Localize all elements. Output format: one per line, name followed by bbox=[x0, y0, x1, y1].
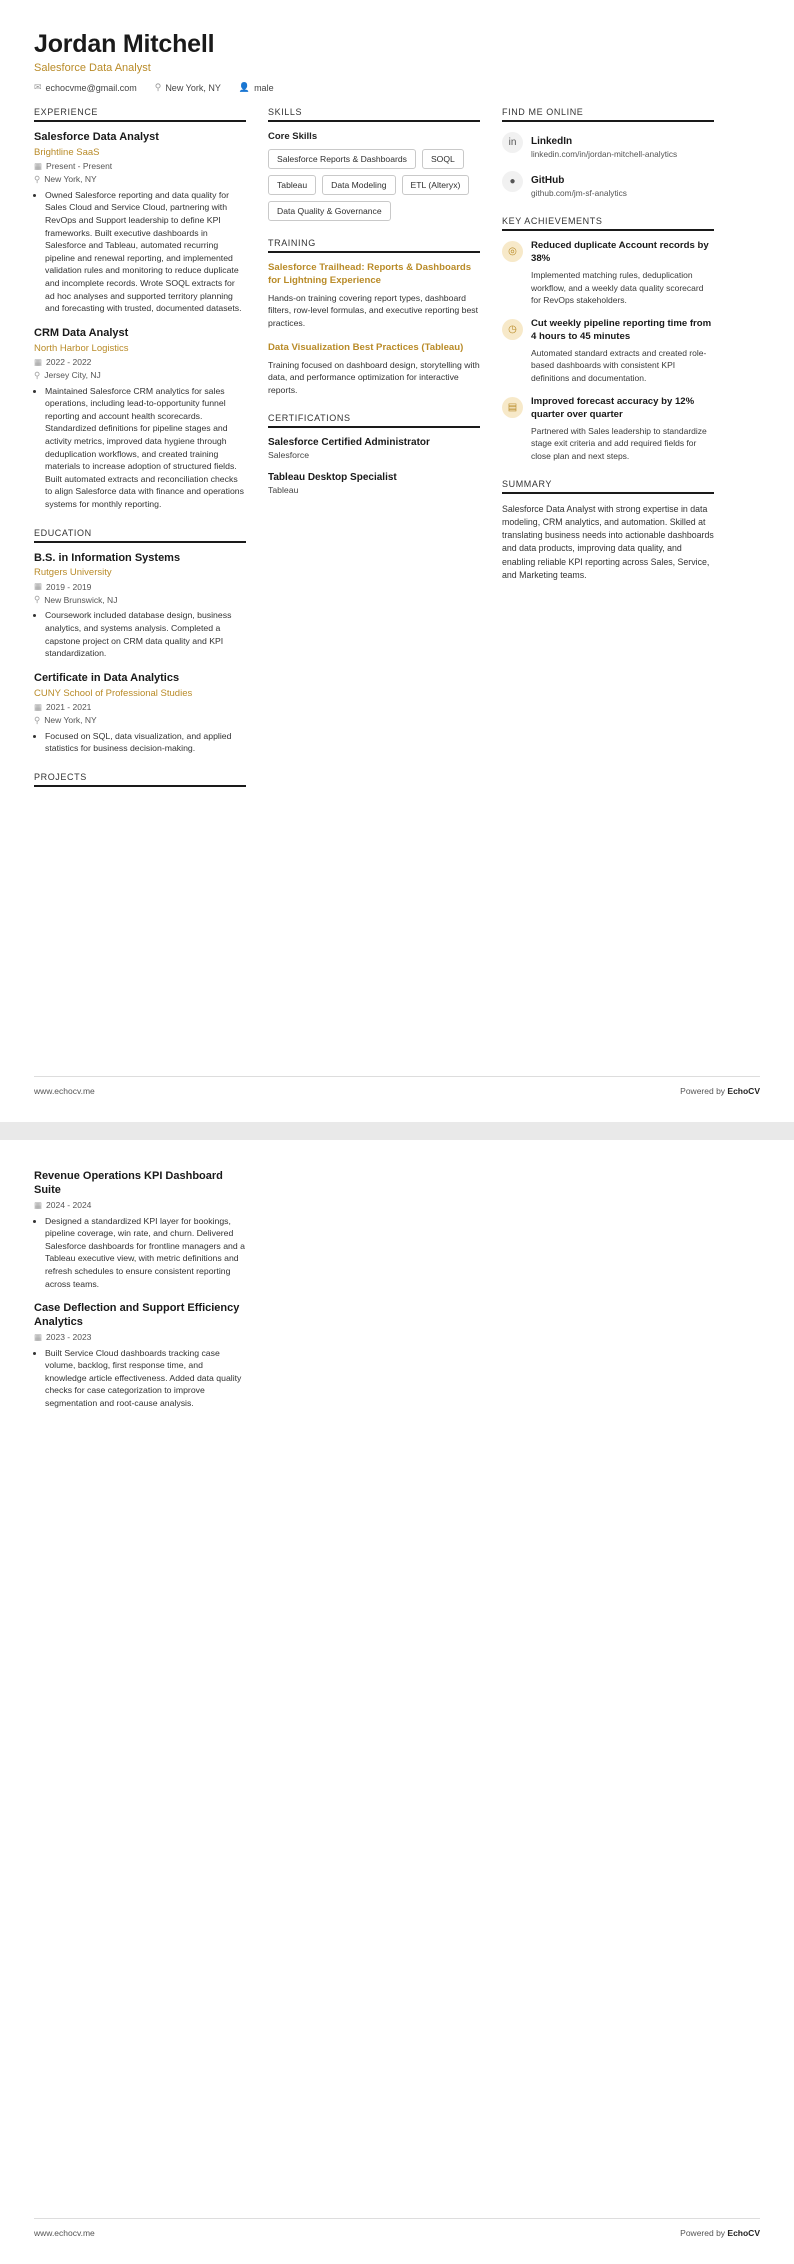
online-profile-name: LinkedIn bbox=[531, 136, 573, 147]
section-experience bbox=[34, 107, 246, 511]
target-icon: ◎ bbox=[502, 241, 523, 262]
section-certifications bbox=[268, 413, 480, 495]
education-location bbox=[34, 594, 246, 605]
education-location bbox=[34, 715, 246, 726]
achievement-description: Automated standard extracts and created role-based dashboards with consistent KPI definitions and documentation. bbox=[531, 348, 707, 383]
experience-title: CRM Data Analyst bbox=[34, 326, 129, 339]
education-dates bbox=[34, 581, 246, 592]
footer-site[interactable]: www.echocv.me bbox=[34, 1086, 95, 1096]
project-entry bbox=[34, 1170, 246, 1290]
footer-powered-prefix: Powered by bbox=[680, 1086, 728, 1096]
training-title: Data Visualization Best Practices (Tableau) bbox=[268, 341, 464, 353]
education-org: Rutgers University bbox=[34, 567, 112, 579]
project-bullets bbox=[34, 1215, 246, 1291]
location-pin-icon: ⚲ bbox=[34, 714, 41, 725]
project-title: Revenue Operations KPI Dashboard Suite bbox=[34, 1170, 223, 1196]
list-item: • Focused on SQL, data visualization, and applied statistics for business decision-making. bbox=[45, 730, 246, 755]
achievement-title: Cut weekly pipeline reporting time from 4 hours to 45 minutes bbox=[531, 318, 712, 343]
certification-issuer: Salesforce bbox=[268, 450, 310, 461]
achievement-item bbox=[502, 318, 714, 384]
skill-chip: Salesforce Reports & Dashboards bbox=[268, 149, 416, 169]
section-title-skills: SKILLS bbox=[268, 107, 480, 122]
education-dates-text: 2019 - 2019 bbox=[46, 581, 92, 592]
training-entry bbox=[268, 342, 480, 397]
list-item: • Coursework included database design, business analytics, and systems analysis. Completed a capstone project on CRM data quality and KPI standardization. bbox=[45, 609, 246, 659]
section-title-find-me-online: FIND ME ONLINE bbox=[502, 107, 714, 122]
section-key-achievements bbox=[502, 216, 714, 461]
project-dates bbox=[34, 1200, 246, 1211]
contact-location bbox=[155, 82, 221, 93]
footer-brand bbox=[680, 1086, 760, 1096]
chart-icon: ▤ bbox=[502, 397, 523, 418]
project-dates bbox=[34, 1332, 246, 1343]
location-pin-icon: ⚲ bbox=[34, 173, 41, 184]
section-education bbox=[34, 528, 246, 755]
online-profile-url[interactable]: github.com/jm-sf-analytics bbox=[531, 188, 627, 199]
footer-powered-prefix: Powered by bbox=[680, 2228, 728, 2238]
resume-columns bbox=[34, 107, 760, 796]
middle-column bbox=[268, 107, 480, 495]
experience-dates-text: Present - Present bbox=[46, 161, 113, 172]
training-title: Salesforce Trailhead: Reports & Dashboards for Lightning Experience bbox=[268, 262, 472, 286]
skill-chip: Tableau bbox=[268, 175, 316, 195]
achievement-description: Implemented matching rules, deduplication workflow, and a weekly data quality scorecard for RevOps stakeholders. bbox=[531, 270, 704, 305]
education-bullets bbox=[34, 609, 246, 659]
education-entry bbox=[34, 552, 246, 660]
location-pin-icon: ⚲ bbox=[34, 594, 41, 605]
section-title-projects: PROJECTS bbox=[34, 772, 246, 787]
candidate-headline: Salesforce Data Analyst bbox=[34, 62, 151, 74]
certification-name: Salesforce Certified Administrator bbox=[268, 437, 430, 449]
section-find-me-online bbox=[502, 107, 714, 199]
contact-gender bbox=[239, 82, 274, 93]
experience-title: Salesforce Data Analyst bbox=[34, 131, 159, 143]
experience-dates-text: 2022 - 2022 bbox=[46, 357, 92, 368]
skill-chip: Data Modeling bbox=[322, 175, 395, 195]
skill-chip: ETL (Alteryx) bbox=[402, 175, 470, 195]
resume-page-2 bbox=[0, 1140, 794, 2264]
summary-text: Salesforce Data Analyst with strong expertise in data modeling, CRM analytics, and automation. Skilled at translating business needs into actionable dashboards and data products, improving data quality, and enabling reliable KPI reporting across Sales, Service, and Marketing teams. bbox=[502, 503, 714, 580]
page-separator bbox=[0, 1122, 794, 1140]
achievement-title: Improved forecast accuracy by 12% quarter over quarter bbox=[531, 396, 695, 420]
project-bullets bbox=[34, 1347, 246, 1410]
clock-icon: ◷ bbox=[502, 319, 523, 340]
section-summary bbox=[502, 479, 714, 582]
github-icon: ● bbox=[502, 171, 523, 192]
experience-dates bbox=[34, 357, 246, 368]
training-description: Hands-on training covering report types, dashboard filters, row-level formulas, and executive reporting best practices. bbox=[268, 292, 479, 329]
experience-location bbox=[34, 370, 246, 381]
contact-gender-text: male bbox=[254, 82, 274, 93]
certification-entry bbox=[268, 472, 480, 495]
training-entry bbox=[268, 262, 480, 330]
footer-brand bbox=[680, 2228, 760, 2238]
section-title-key-achievements: KEY ACHIEVEMENTS bbox=[502, 216, 714, 231]
list-item: • Built Service Cloud dashboards tracking case volume, backlog, first response time, and knowledge article effectiveness. Added data quality checks for case categorization to improve segmentation and root-cause analysis. bbox=[45, 1347, 246, 1410]
footer-site[interactable]: www.echocv.me bbox=[34, 2228, 95, 2238]
training-description: Training focused on dashboard design, storytelling with data, and performance optimization for interactive reports. bbox=[268, 359, 480, 395]
certification-issuer: Tableau bbox=[268, 485, 299, 496]
section-title-experience: EXPERIENCE bbox=[34, 107, 246, 122]
section-title-training: TRAINING bbox=[268, 238, 480, 253]
achievement-item bbox=[502, 396, 714, 462]
skill-chip: SOQL bbox=[422, 149, 464, 169]
left-column-page2 bbox=[34, 1170, 246, 1412]
contact-email-text: echocvme@gmail.com bbox=[45, 82, 137, 93]
online-profile-name: GitHub bbox=[531, 175, 565, 187]
calendar-icon: ▦ bbox=[34, 356, 43, 367]
project-dates-text: 2023 - 2023 bbox=[46, 1332, 92, 1343]
experience-org: Brightline SaaS bbox=[34, 146, 100, 158]
education-title: Certificate in Data Analytics bbox=[34, 671, 180, 684]
experience-bullets bbox=[34, 189, 246, 315]
envelope-icon: ✉ bbox=[34, 82, 42, 92]
experience-org: North Harbor Logistics bbox=[34, 342, 129, 354]
education-title: B.S. in Information Systems bbox=[34, 551, 181, 564]
education-dates bbox=[34, 702, 246, 713]
section-training bbox=[268, 238, 480, 396]
project-entry bbox=[34, 1302, 246, 1410]
contact-location-text: New York, NY bbox=[165, 82, 221, 93]
calendar-icon: ▦ bbox=[34, 701, 43, 712]
experience-bullets bbox=[34, 385, 246, 511]
person-icon: 👤 bbox=[238, 82, 251, 92]
page-footer bbox=[34, 2218, 760, 2238]
education-location-text: New York, NY bbox=[44, 715, 97, 726]
education-bullets bbox=[34, 730, 246, 755]
achievement-description: Partnered with Sales leadership to standardize stage exit criteria and add required fields for close plan and next steps. bbox=[531, 425, 707, 461]
achievement-item bbox=[502, 240, 714, 306]
experience-location bbox=[34, 174, 246, 185]
list-item: • Owned Salesforce reporting and data quality for Sales Cloud and Service Cloud, partnering with RevOps and Support leadership to define KPI frameworks. Built executive dashboards in Salesforce and Tableau, automated recurring pipeline and renewal reporting, and implemented validation rules and monitoring to reduce duplicate and incomplete records. Wrote SOQL extracts for ad hoc analyses and supported territory planning and forecasting with trusted, documented datasets. bbox=[45, 189, 246, 315]
skills-subtitle: Core Skills bbox=[268, 131, 318, 142]
experience-location-text: New York, NY bbox=[44, 174, 97, 185]
linkedin-icon: in bbox=[502, 132, 523, 153]
calendar-icon: ▦ bbox=[34, 1199, 43, 1210]
footer-powered-brand: EchoCV bbox=[727, 2228, 760, 2238]
right-column bbox=[502, 107, 714, 582]
resume-header bbox=[34, 30, 760, 93]
contact-row bbox=[34, 82, 760, 93]
certification-entry bbox=[268, 437, 480, 460]
experience-dates bbox=[34, 161, 246, 172]
candidate-name: Jordan Mitchell bbox=[34, 30, 215, 58]
experience-entry bbox=[34, 327, 246, 511]
education-org: CUNY School of Professional Studies bbox=[34, 687, 193, 699]
project-dates-text: 2024 - 2024 bbox=[46, 1200, 92, 1210]
section-skills bbox=[268, 107, 480, 221]
project-title: Case Deflection and Support Efficiency Analytics bbox=[34, 1302, 240, 1328]
list-item: • Maintained Salesforce CRM analytics for sales operations, including lead-to-opportunity funnel reporting and account health scorecards. Standardized definitions for pipeline stages and activity metrics, improved data hygiene through deduplication workflows, and created training materials to increase adoption of structured fields. Built automated extracts and reconciliation checks to align Salesforce data with finance and operations systems for monthly reporting. bbox=[45, 385, 246, 511]
experience-entry bbox=[34, 131, 246, 315]
list-item: • Designed a standardized KPI layer for bookings, pipeline coverage, win rate, and churn. Delivered Salesforce dashboards for frontline managers and a Tableau executive view, with metric definitions and refresh schedules to ensure consistent reporting across teams. bbox=[45, 1215, 246, 1291]
education-location-text: New Brunswick, NJ bbox=[44, 594, 118, 605]
online-profile-github[interactable] bbox=[502, 170, 714, 199]
left-column bbox=[34, 107, 246, 796]
skill-chip: Data Quality & Governance bbox=[268, 201, 391, 221]
achievement-title: Reduced duplicate Account records by 38% bbox=[531, 240, 709, 265]
skills-chip-list bbox=[268, 149, 480, 221]
certification-name: Tableau Desktop Specialist bbox=[268, 472, 397, 484]
location-pin-icon: ⚲ bbox=[34, 369, 41, 380]
section-projects bbox=[34, 772, 246, 787]
section-title-education: EDUCATION bbox=[34, 528, 246, 543]
contact-email bbox=[34, 82, 137, 93]
calendar-icon: ▦ bbox=[34, 581, 43, 592]
resume-page-1 bbox=[0, 0, 794, 1122]
education-dates-text: 2021 - 2021 bbox=[46, 702, 92, 713]
calendar-icon: ▦ bbox=[34, 1331, 43, 1342]
online-profile-linkedin[interactable] bbox=[502, 131, 714, 160]
resume-columns-page2 bbox=[34, 1170, 760, 1412]
calendar-icon: ▦ bbox=[34, 160, 43, 171]
section-title-summary: SUMMARY bbox=[502, 479, 714, 494]
education-entry bbox=[34, 672, 246, 755]
location-pin-icon: ⚲ bbox=[154, 82, 162, 92]
section-title-certifications: CERTIFICATIONS bbox=[268, 413, 480, 428]
footer-powered-brand: EchoCV bbox=[727, 1086, 760, 1096]
page-footer bbox=[34, 1076, 760, 1096]
online-profile-url[interactable]: linkedin.com/in/jordan-mitchell-analytics bbox=[531, 149, 678, 159]
experience-location-text: Jersey City, NJ bbox=[44, 370, 101, 381]
